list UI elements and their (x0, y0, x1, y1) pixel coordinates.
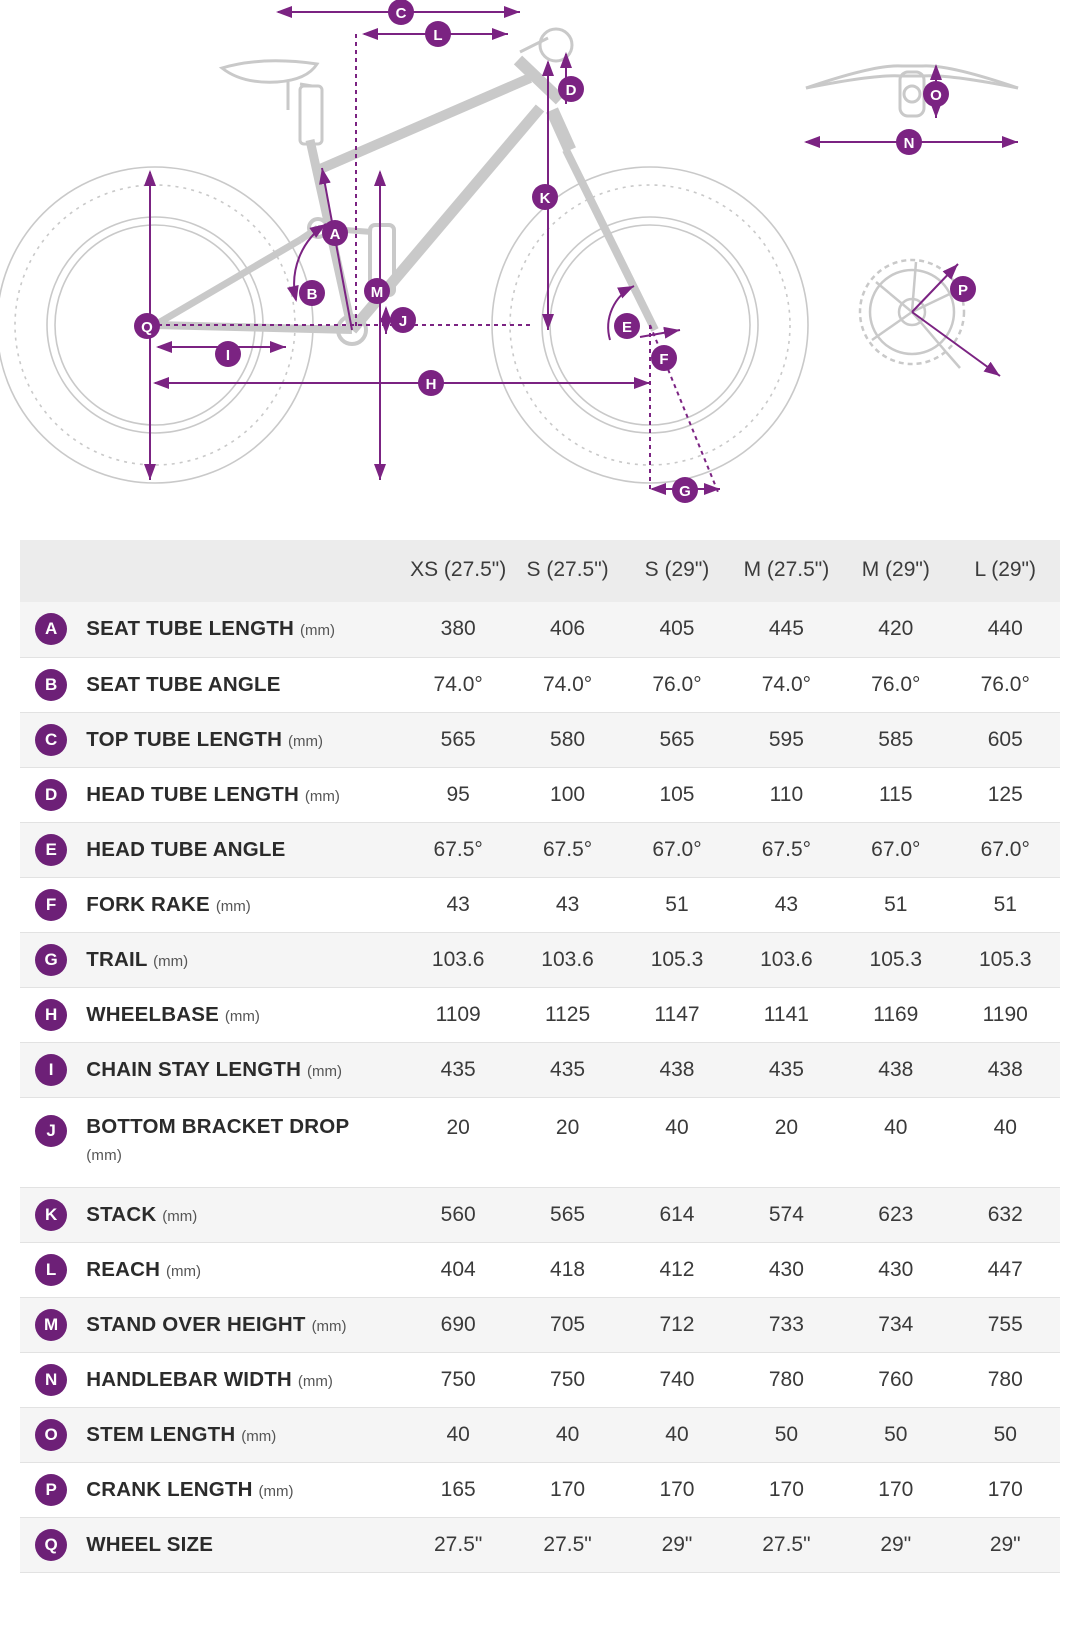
callout-A (322, 220, 348, 246)
row-value: 690 (403, 1297, 512, 1352)
header-size-l-29: L (29") (951, 540, 1061, 602)
callout-O (923, 81, 949, 107)
badge-b: B (35, 669, 67, 701)
row-value: 51 (841, 877, 950, 932)
callout-L (425, 21, 451, 47)
table-row (20, 1242, 1060, 1297)
row-value: 750 (403, 1352, 512, 1407)
badge-o: O (35, 1419, 67, 1451)
callout-C (388, 0, 414, 25)
row-badge (20, 1097, 82, 1187)
badge-a: A (35, 613, 67, 645)
row-value: 1190 (951, 987, 1061, 1042)
callout-N (896, 129, 922, 155)
row-unit: (mm) (153, 952, 189, 970)
row-label (82, 1352, 403, 1407)
row-value: 438 (951, 1042, 1061, 1097)
row-value: 430 (732, 1242, 841, 1297)
row-label (82, 932, 403, 987)
row-badge (20, 1187, 82, 1242)
row-value: 420 (841, 602, 950, 657)
row-value: 115 (841, 767, 950, 822)
row-value: 29" (951, 1517, 1061, 1572)
row-value: 750 (513, 1352, 622, 1407)
row-unit: (mm) (307, 1062, 343, 1080)
row-value: 27.5" (732, 1517, 841, 1572)
svg-text:C: C (395, 5, 407, 22)
table-row (20, 602, 1060, 657)
row-value: 440 (951, 602, 1061, 657)
row-value: 29" (841, 1517, 950, 1572)
row-label (82, 1097, 403, 1187)
row-value: 1169 (841, 987, 950, 1042)
table-row (20, 877, 1060, 932)
header-badge-blank (20, 540, 82, 602)
row-badge (20, 1297, 82, 1352)
row-label (82, 1242, 403, 1297)
row-badge (20, 1352, 82, 1407)
row-unit: (mm) (166, 1262, 202, 1280)
row-badge (20, 1462, 82, 1517)
row-value: 43 (513, 877, 622, 932)
row-value: 404 (403, 1242, 512, 1297)
row-value: 110 (732, 767, 841, 822)
row-value: 95 (403, 767, 512, 822)
badge-e: E (35, 834, 67, 866)
svg-text:A: A (329, 226, 341, 243)
svg-text:J: J (398, 313, 408, 330)
row-label (82, 712, 403, 767)
svg-text:D: D (565, 82, 577, 99)
badge-l: L (35, 1254, 67, 1286)
row-value: 580 (513, 712, 622, 767)
row-label (82, 1042, 403, 1097)
row-unit: (mm) (86, 1147, 123, 1165)
bike-geometry-diagram (0, 0, 1080, 540)
row-label-text: STAND OVER HEIGHT (86, 1312, 306, 1336)
row-value: 734 (841, 1297, 950, 1352)
row-badge (20, 1242, 82, 1297)
svg-text:Q: Q (141, 319, 153, 336)
row-value: 67.5° (403, 822, 512, 877)
row-value: 435 (513, 1042, 622, 1097)
callout-M (364, 278, 390, 304)
svg-text:M: M (370, 284, 384, 301)
row-value: 67.5° (513, 822, 622, 877)
table-row (20, 932, 1060, 987)
table-row (20, 1042, 1060, 1097)
geometry-table-body (20, 602, 1060, 1572)
row-value: 632 (951, 1187, 1061, 1242)
row-value: 170 (841, 1462, 950, 1517)
row-value: 67.0° (622, 822, 731, 877)
row-value: 165 (403, 1462, 512, 1517)
row-label-text: WHEEL SIZE (86, 1532, 214, 1556)
row-badge (20, 1407, 82, 1462)
row-value: 27.5" (403, 1517, 512, 1572)
row-unit: (mm) (297, 1372, 333, 1390)
row-value: 406 (513, 602, 622, 657)
row-value: 170 (732, 1462, 841, 1517)
badge-i: I (35, 1054, 67, 1086)
row-label (82, 1407, 403, 1462)
row-value: 51 (622, 877, 731, 932)
row-value: 43 (403, 877, 512, 932)
row-value: 20 (513, 1097, 622, 1187)
row-value: 712 (622, 1297, 731, 1352)
row-value: 27.5" (513, 1517, 622, 1572)
row-label-text: WHEELBASE (86, 1002, 220, 1026)
row-label (82, 1187, 403, 1242)
row-value: 430 (841, 1242, 950, 1297)
row-value: 50 (732, 1407, 841, 1462)
row-value: 170 (951, 1462, 1061, 1517)
row-value: 1109 (403, 987, 512, 1042)
header-size-s-29: S (29") (622, 540, 731, 602)
row-value: 67.0° (951, 822, 1061, 877)
row-unit: (mm) (288, 732, 323, 750)
row-value: 380 (403, 602, 512, 657)
row-value: 20 (732, 1097, 841, 1187)
row-label (82, 987, 403, 1042)
badge-q: Q (35, 1529, 67, 1561)
row-value: 1125 (513, 987, 622, 1042)
row-value: 40 (841, 1097, 950, 1187)
badge-g: G (35, 944, 67, 976)
svg-text:N: N (903, 135, 915, 152)
row-value: 780 (732, 1352, 841, 1407)
svg-text:I: I (225, 347, 231, 364)
table-row (20, 987, 1060, 1042)
row-value: 565 (513, 1187, 622, 1242)
svg-text:P: P (957, 282, 969, 299)
row-badge (20, 877, 82, 932)
row-value: 565 (403, 712, 512, 767)
row-value: 29" (622, 1517, 731, 1572)
row-value: 418 (513, 1242, 622, 1297)
row-value: 67.0° (841, 822, 950, 877)
row-value: 40 (513, 1407, 622, 1462)
table-row (20, 1187, 1060, 1242)
row-unit: (mm) (241, 1427, 277, 1445)
row-value: 76.0° (622, 657, 731, 712)
svg-text:H: H (425, 376, 437, 393)
callout-J (390, 307, 416, 333)
row-value: 447 (951, 1242, 1061, 1297)
row-badge (20, 657, 82, 712)
row-value: 574 (732, 1187, 841, 1242)
row-badge (20, 602, 82, 657)
table-row (20, 767, 1060, 822)
row-unit: (mm) (215, 897, 251, 915)
row-label (82, 1462, 403, 1517)
row-badge (20, 712, 82, 767)
row-value: 76.0° (951, 657, 1061, 712)
row-badge (20, 767, 82, 822)
svg-text:G: G (679, 483, 691, 500)
row-value: 412 (622, 1242, 731, 1297)
row-badge (20, 822, 82, 877)
callout-D (558, 76, 584, 102)
svg-text:B: B (306, 286, 318, 303)
callout-G (672, 477, 698, 503)
table-row (20, 657, 1060, 712)
table-row (20, 712, 1060, 767)
row-value: 74.0° (732, 657, 841, 712)
row-label-text: CHAIN STAY LENGTH (86, 1057, 302, 1081)
row-unit: (mm) (258, 1482, 294, 1500)
table-row (20, 1517, 1060, 1572)
row-label-text: SEAT TUBE LENGTH (86, 617, 295, 641)
row-unit: (mm) (162, 1207, 198, 1225)
row-label (82, 822, 403, 877)
header-label-blank (82, 540, 403, 602)
row-value: 405 (622, 602, 731, 657)
row-label (82, 1297, 403, 1352)
callout-I (215, 341, 241, 367)
table-row (20, 1352, 1060, 1407)
row-value: 740 (622, 1352, 731, 1407)
callout-B (299, 280, 325, 306)
row-label (82, 767, 403, 822)
callout-K (532, 184, 558, 210)
row-label (82, 657, 403, 712)
row-value: 76.0° (841, 657, 950, 712)
row-value: 103.6 (732, 932, 841, 987)
row-value: 565 (622, 712, 731, 767)
row-label (82, 1517, 403, 1572)
row-value: 435 (732, 1042, 841, 1097)
badge-j: J (35, 1115, 67, 1147)
row-value: 74.0° (403, 657, 512, 712)
handlebar-detail (806, 66, 1018, 116)
row-badge (20, 1517, 82, 1572)
table-row (20, 1297, 1060, 1352)
badge-m: M (35, 1309, 67, 1341)
badge-c: C (35, 724, 67, 756)
row-value: 103.6 (513, 932, 622, 987)
svg-text:E: E (621, 319, 633, 336)
row-value: 51 (951, 877, 1061, 932)
table-header-row (20, 540, 1060, 602)
crankset-detail (860, 260, 964, 368)
row-label-text: REACH (86, 1257, 161, 1281)
svg-text:L: L (433, 27, 443, 44)
row-value: 595 (732, 712, 841, 767)
callout-F (651, 345, 677, 371)
row-value: 585 (841, 712, 950, 767)
row-label (82, 877, 403, 932)
callout-E (614, 313, 640, 339)
row-value: 614 (622, 1187, 731, 1242)
row-badge (20, 1042, 82, 1097)
row-value: 40 (622, 1407, 731, 1462)
row-value: 20 (403, 1097, 512, 1187)
row-badge (20, 987, 82, 1042)
row-value: 623 (841, 1187, 950, 1242)
row-value: 105.3 (622, 932, 731, 987)
row-label (82, 602, 403, 657)
badge-h: H (35, 999, 67, 1031)
row-value: 50 (951, 1407, 1061, 1462)
row-value: 74.0° (513, 657, 622, 712)
badge-p: P (35, 1474, 67, 1506)
row-value: 40 (622, 1097, 731, 1187)
row-value: 105.3 (841, 932, 950, 987)
row-value: 50 (841, 1407, 950, 1462)
row-value: 705 (513, 1297, 622, 1352)
row-label-text: STEM LENGTH (86, 1422, 236, 1446)
row-value: 780 (951, 1352, 1061, 1407)
row-label-text: FORK RAKE (86, 892, 210, 916)
row-unit: (mm) (311, 1317, 347, 1335)
row-label-text: HANDLEBAR WIDTH (86, 1367, 292, 1391)
row-value: 100 (513, 767, 622, 822)
row-value: 445 (732, 602, 841, 657)
table-row (20, 1097, 1060, 1187)
badge-f: F (35, 889, 67, 921)
row-unit: (mm) (299, 622, 335, 640)
row-value: 733 (732, 1297, 841, 1352)
table-row (20, 1462, 1060, 1517)
row-value: 67.5° (732, 822, 841, 877)
row-value: 170 (622, 1462, 731, 1517)
table-row (20, 822, 1060, 877)
row-value: 1141 (732, 987, 841, 1042)
row-value: 170 (513, 1462, 622, 1517)
row-value: 605 (951, 712, 1061, 767)
geometry-table (20, 540, 1060, 1573)
row-value: 1147 (622, 987, 731, 1042)
badge-k: K (35, 1199, 67, 1231)
header-size-m-275: M (27.5") (732, 540, 841, 602)
row-label-text: TRAIL (86, 947, 148, 971)
row-value: 40 (403, 1407, 512, 1462)
row-value: 105.3 (951, 932, 1061, 987)
row-label-text: SEAT TUBE ANGLE (86, 672, 281, 696)
row-value: 438 (841, 1042, 950, 1097)
svg-text:F: F (659, 351, 669, 368)
header-size-s-275: S (27.5") (513, 540, 622, 602)
row-value: 435 (403, 1042, 512, 1097)
row-label-text: TOP TUBE LENGTH (86, 727, 283, 751)
row-value: 40 (951, 1097, 1061, 1187)
row-value: 43 (732, 877, 841, 932)
callout-H (418, 370, 444, 396)
row-unit: (mm) (224, 1007, 260, 1025)
row-label-text: HEAD TUBE ANGLE (86, 837, 286, 861)
row-value: 105 (622, 767, 731, 822)
row-label-text: CRANK LENGTH (86, 1477, 253, 1501)
row-value: 103.6 (403, 932, 512, 987)
row-value: 560 (403, 1187, 512, 1242)
svg-text:O: O (930, 87, 942, 104)
row-value: 755 (951, 1297, 1061, 1352)
row-value: 438 (622, 1042, 731, 1097)
svg-text:K: K (539, 190, 551, 207)
header-size-xs-275: XS (27.5") (403, 540, 512, 602)
badge-n: N (35, 1364, 67, 1396)
row-label-text: HEAD TUBE LENGTH (86, 782, 299, 806)
row-unit: (mm) (304, 787, 340, 805)
row-label-text: STACK (86, 1202, 157, 1226)
callout-Q (134, 313, 160, 339)
header-size-m-29: M (29") (841, 540, 950, 602)
badge-d: D (35, 779, 67, 811)
row-value: 125 (951, 767, 1061, 822)
row-badge (20, 932, 82, 987)
row-value: 760 (841, 1352, 950, 1407)
table-row (20, 1407, 1060, 1462)
callout-P (950, 276, 976, 302)
row-label-text: BOTTOM BRACKET DROP (86, 1114, 350, 1138)
